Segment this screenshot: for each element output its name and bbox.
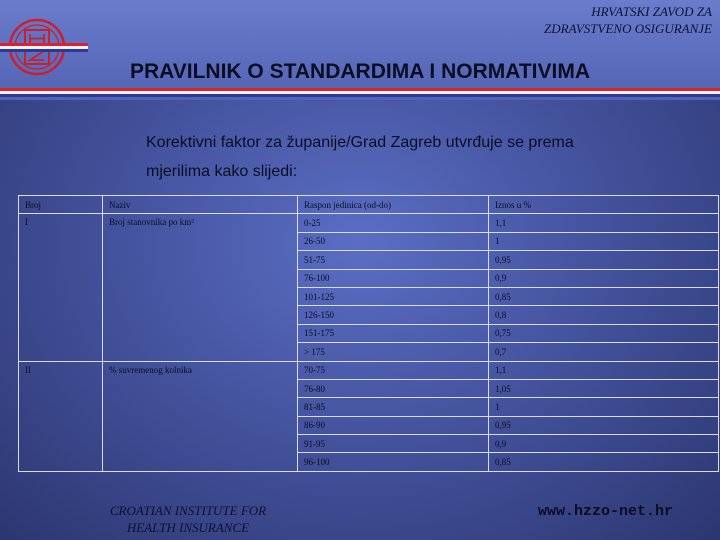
subtitle-line1: Korektivni faktor za županije/Grad Zagreb utvrđuje se prema bbox=[146, 134, 574, 151]
cell-raspon: 76-80 bbox=[298, 379, 489, 397]
footer-website: www.hzzo-net.hr bbox=[538, 503, 674, 520]
cell-raspon: 51-75 bbox=[298, 251, 489, 269]
cell-raspon: 76-100 bbox=[298, 269, 489, 287]
organization-name bbox=[452, 3, 712, 37]
cell-raspon: 101-125 bbox=[298, 287, 489, 305]
cell-raspon: 126-150 bbox=[298, 306, 489, 324]
cell-iznos: 0,9 bbox=[489, 435, 719, 453]
cell-iznos: 1,1 bbox=[489, 361, 719, 379]
cell-iznos: 1 bbox=[489, 232, 719, 250]
cell-iznos: 0,95 bbox=[489, 251, 719, 269]
cell-broj: II bbox=[19, 361, 103, 471]
cell-raspon: 151-175 bbox=[298, 324, 489, 342]
cell-raspon: 0-25 bbox=[298, 214, 489, 232]
cell-naziv: % suvremenog kolnika bbox=[103, 361, 298, 471]
cell-raspon: 26-50 bbox=[298, 232, 489, 250]
table-header-row bbox=[19, 196, 719, 214]
cell-broj: I bbox=[19, 214, 103, 361]
header-raspon: Raspon jedinica (od-do) bbox=[298, 196, 489, 214]
standards-table bbox=[18, 195, 719, 472]
cell-iznos: 0,9 bbox=[489, 269, 719, 287]
subtitle-line2: mjerilima kako slijedi: bbox=[146, 163, 298, 180]
cell-raspon: 91-95 bbox=[298, 435, 489, 453]
cell-iznos: 1 bbox=[489, 398, 719, 416]
cell-iznos: 0,85 bbox=[489, 287, 719, 305]
cell-iznos: 1,1 bbox=[489, 214, 719, 232]
cell-iznos: 0,85 bbox=[489, 453, 719, 471]
stripe-blue-left bbox=[0, 49, 88, 52]
page-title: PRAVILNIK O STANDARDIMA I NORMATIVIMA bbox=[129, 60, 591, 83]
footer-left-line1: CROATIAN INSTITUTE FOR bbox=[109, 503, 267, 518]
header-naziv: Naziv bbox=[103, 196, 298, 214]
cell-iznos: 1,05 bbox=[489, 379, 719, 397]
cell-raspon: > 175 bbox=[298, 343, 489, 361]
footer-institute-name bbox=[78, 502, 298, 536]
cell-raspon: 70-75 bbox=[298, 361, 489, 379]
cell-raspon: 96-100 bbox=[298, 453, 489, 471]
organization-name-line1: HRVATSKI ZAVOD ZA bbox=[591, 4, 712, 19]
cell-iznos: 0,7 bbox=[489, 343, 719, 361]
cell-raspon: 81-85 bbox=[298, 398, 489, 416]
subtitle bbox=[146, 128, 706, 186]
stripe-blue-top bbox=[0, 94, 720, 97]
header-broj: Broj bbox=[19, 196, 103, 214]
organization-name-line2: ZDRAVSTVENO OSIGURANJE bbox=[544, 21, 712, 36]
cell-naziv: Broj stanovnika po km² bbox=[103, 214, 298, 361]
cell-iznos: 0,95 bbox=[489, 416, 719, 434]
table-row bbox=[19, 361, 719, 379]
footer-left-line2: HEALTH INSURANCE bbox=[126, 520, 250, 535]
table-row bbox=[19, 214, 719, 232]
header-iznos: Iznos u % bbox=[489, 196, 719, 214]
cell-iznos: 0,75 bbox=[489, 324, 719, 342]
cell-iznos: 0,8 bbox=[489, 306, 719, 324]
cell-raspon: 86-90 bbox=[298, 416, 489, 434]
